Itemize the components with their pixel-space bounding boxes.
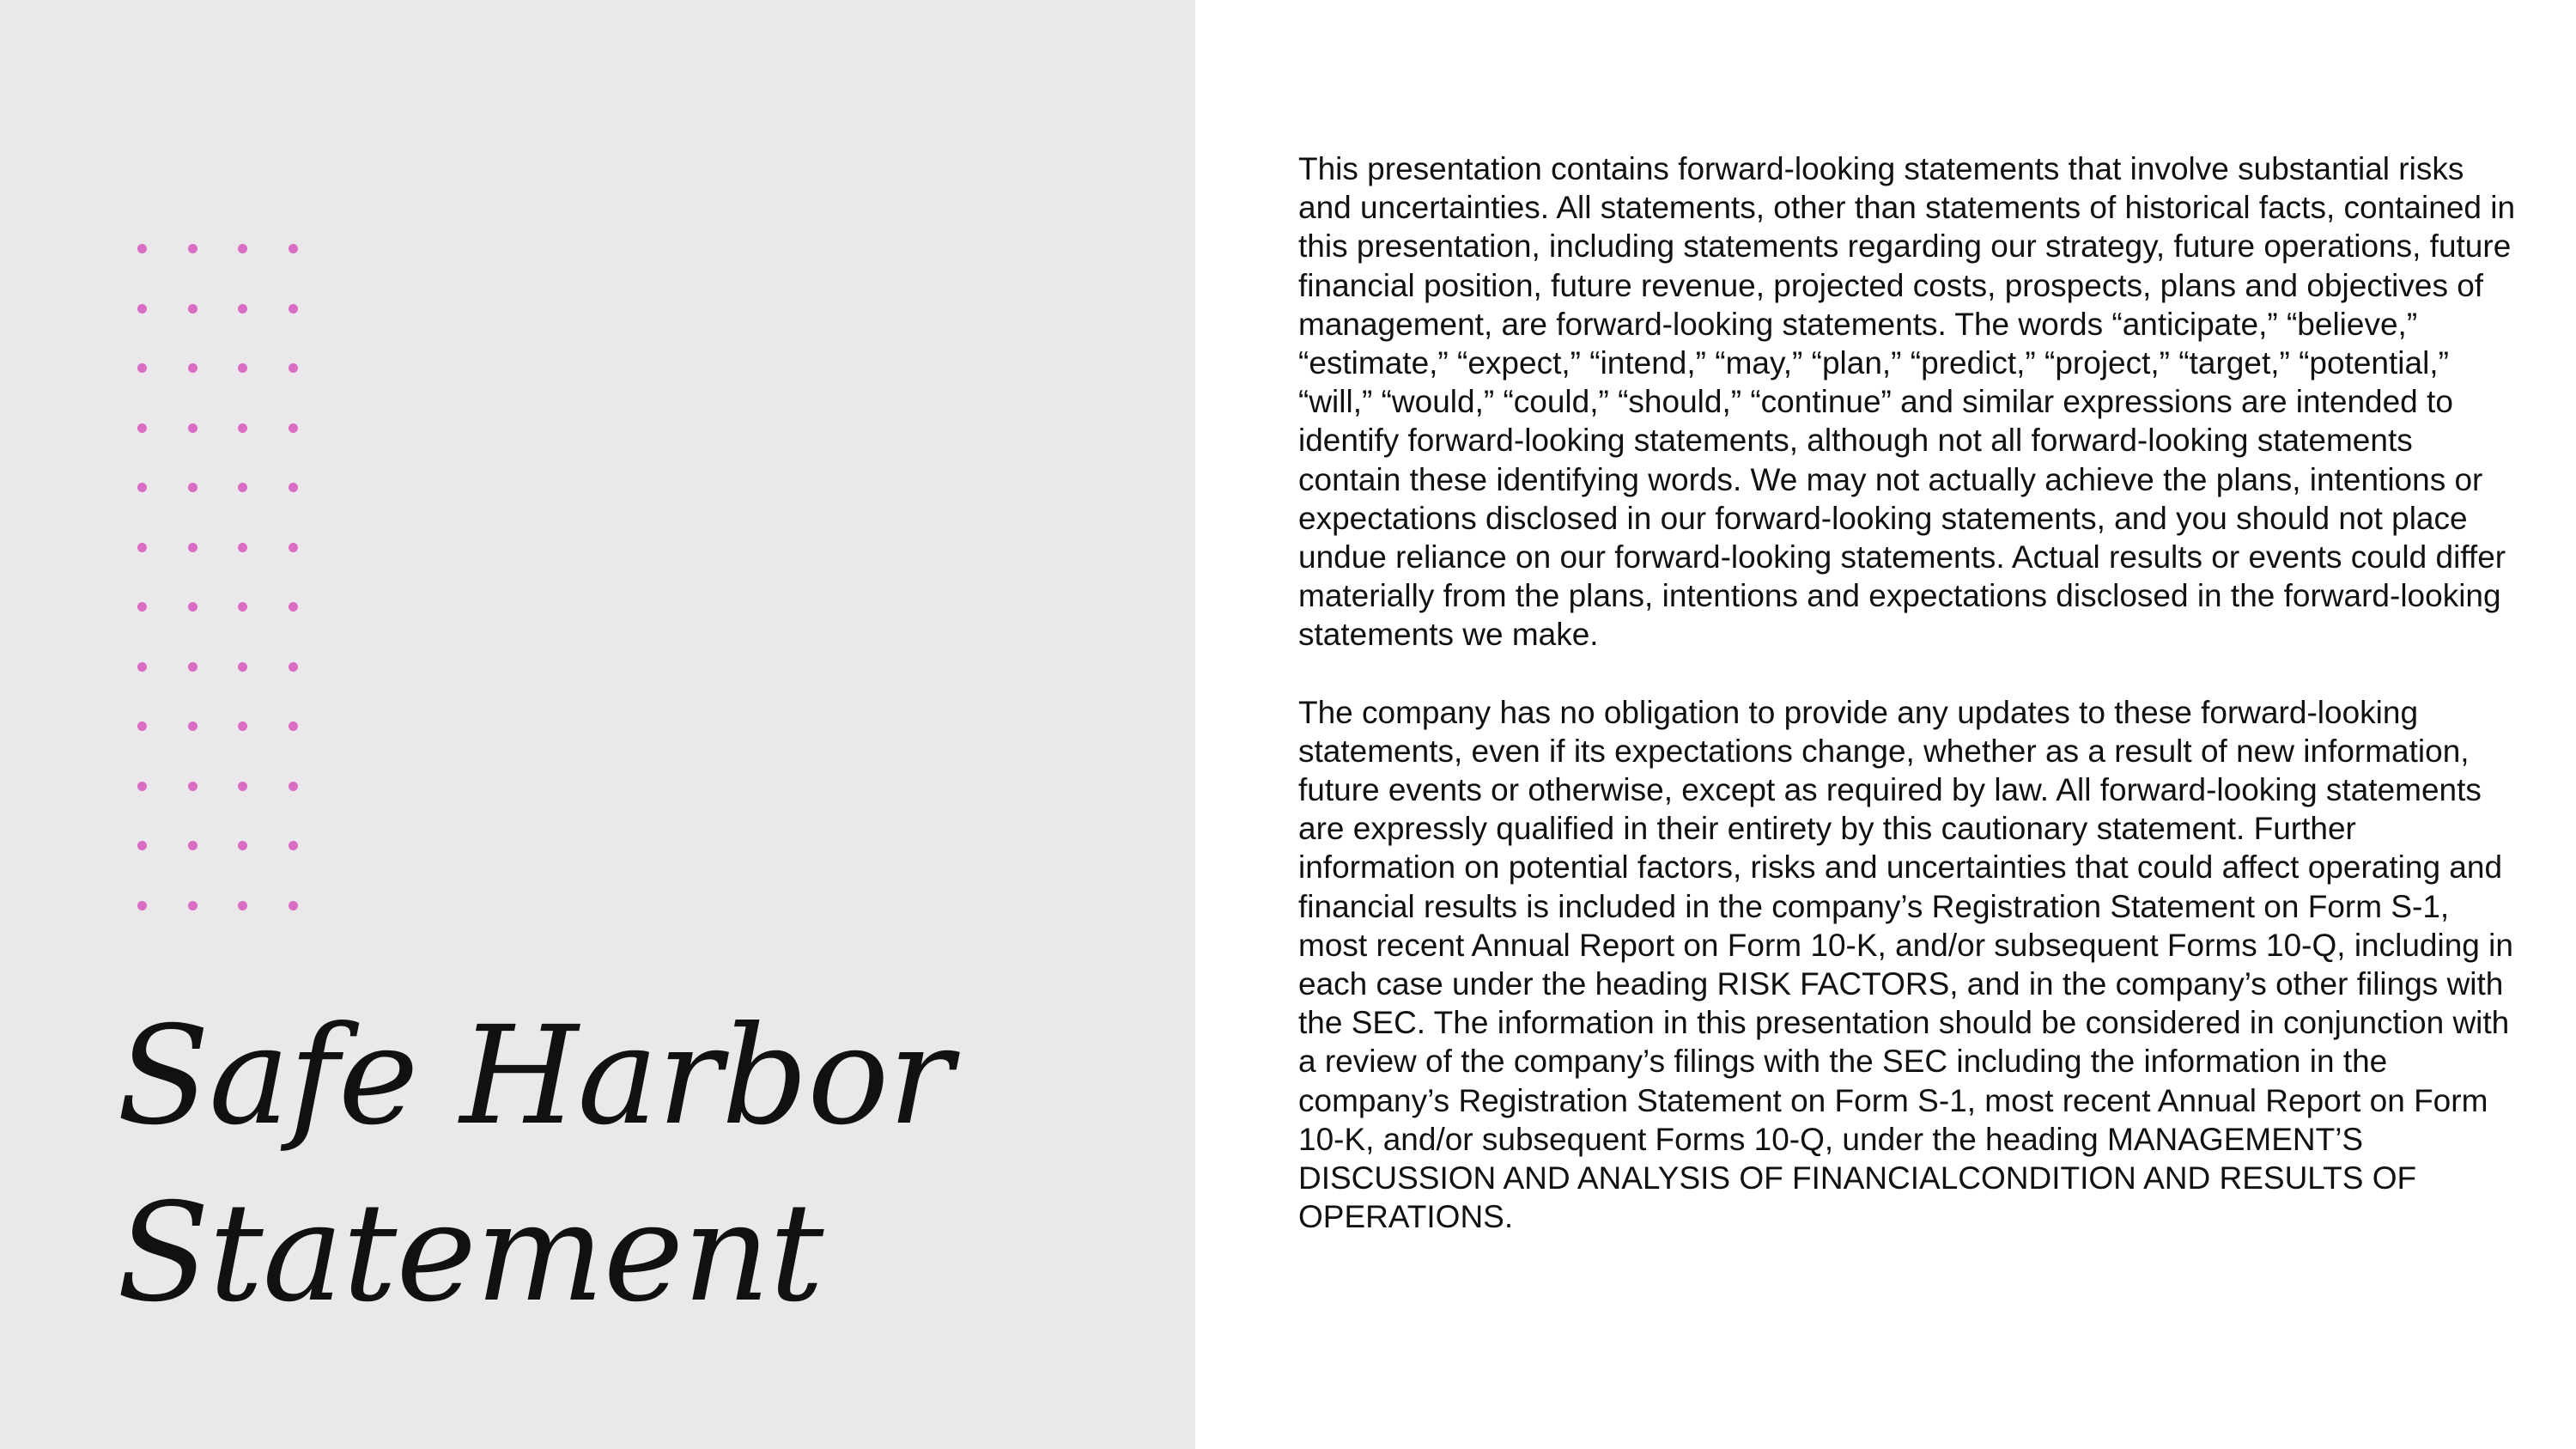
decorative-dot bbox=[137, 483, 147, 492]
decorative-dot bbox=[137, 602, 147, 612]
decorative-dot bbox=[188, 363, 197, 373]
left-panel bbox=[0, 0, 1195, 1449]
decorative-dot bbox=[289, 304, 298, 314]
decorative-dot bbox=[289, 423, 298, 433]
disclaimer-body bbox=[1298, 149, 2518, 1275]
decorative-dot bbox=[188, 721, 197, 731]
decorative-dot bbox=[137, 662, 147, 672]
decorative-dot bbox=[137, 543, 147, 552]
decorative-dot bbox=[238, 782, 247, 791]
decorative-dot bbox=[238, 721, 247, 731]
decorative-dot bbox=[188, 602, 197, 612]
disclaimer-paragraph-2: The company has no obligation to provide any updates to these forward-looking statements, even if its expectations change, whether as a result of new information, future events or otherwise, except as required by law. All forward-looking statements are expressly qualified in their entirety by this cautionary statement. Further information on potential factors, risks and uncertainties that could affect operating and financial results is included in the company’s Registration Statement on Form S-1, most recent Annual Report on Form 10-K, and/or subsequent Forms 10-Q, including in each case under the heading RISK FACTORS, and in the company’s other filings with the SEC. The information in this presentation should be considered in conjunction with a review of the company’s filings with the SEC including the information in the company’s Registration Statement on Form S-1, most recent Annual Report on Form 10-K, and/or subsequent Forms 10-Q, under the heading MANAGEMENT’S DISCUSSION AND ANALYSIS OF FINANCIALCONDITION AND RESULTS OF OPERATIONS. bbox=[1298, 694, 2513, 1235]
decorative-dot bbox=[188, 304, 197, 314]
disclaimer-paragraph-1: This presentation contains forward-looking statements that involve substantial risks and uncertainties. All statements, other than statements of historical facts, contained in this presentation, including statements regarding our strategy, future operations, future financial position, future revenue, projected costs, prospects, plans and objectives of management, are forward-looking statements. The words “anticipate,” “believe,” “estimate,” “expect,” “intend,” “may,” “plan,” “predict,” “project,” “target,” “potential,” “will,” “would,” “could,” “should,” “continue” and similar expressions are intended to identify forward-looking statements, although not all forward-looking statements contain these identifying words. We may not actually achieve the plans, intentions or expectations disclosed in our forward-looking statements, and you should not place undue reliance on our forward-looking statements. Actual results or events could differ materially from the plans, intentions and expectations disclosed in the forward-looking statements we make. bbox=[1298, 151, 2516, 653]
decorative-dot bbox=[238, 662, 247, 672]
decorative-dot bbox=[188, 782, 197, 791]
decorative-dot bbox=[289, 721, 298, 731]
decorative-dot bbox=[188, 483, 197, 492]
decorative-dot bbox=[137, 841, 147, 850]
decorative-dot bbox=[188, 543, 197, 552]
decorative-dot bbox=[238, 304, 247, 314]
decorative-dot bbox=[137, 782, 147, 791]
dot-grid-decoration bbox=[137, 244, 309, 914]
decorative-dot bbox=[289, 782, 298, 791]
title-line-1: Safe Harbor bbox=[117, 997, 952, 1155]
decorative-dot bbox=[289, 662, 298, 672]
decorative-dot bbox=[137, 244, 147, 253]
decorative-dot bbox=[289, 901, 298, 910]
decorative-dot bbox=[238, 244, 247, 253]
decorative-dot bbox=[137, 901, 147, 910]
decorative-dot bbox=[289, 363, 298, 373]
decorative-dot bbox=[188, 901, 197, 910]
decorative-dot bbox=[188, 244, 197, 253]
decorative-dot bbox=[238, 483, 247, 492]
decorative-dot bbox=[289, 483, 298, 492]
title-line-2: Statement bbox=[117, 1174, 823, 1332]
decorative-dot bbox=[137, 363, 147, 373]
decorative-dot bbox=[238, 423, 247, 433]
decorative-dot bbox=[238, 543, 247, 552]
slide-title bbox=[117, 988, 952, 1342]
decorative-dot bbox=[137, 304, 147, 314]
decorative-dot bbox=[238, 363, 247, 373]
decorative-dot bbox=[238, 602, 247, 612]
decorative-dot bbox=[238, 901, 247, 910]
decorative-dot bbox=[289, 841, 298, 850]
decorative-dot bbox=[289, 602, 298, 612]
decorative-dot bbox=[137, 423, 147, 433]
decorative-dot bbox=[188, 662, 197, 672]
decorative-dot bbox=[238, 841, 247, 850]
decorative-dot bbox=[137, 721, 147, 731]
decorative-dot bbox=[188, 841, 197, 850]
decorative-dot bbox=[289, 543, 298, 552]
decorative-dot bbox=[289, 244, 298, 253]
decorative-dot bbox=[188, 423, 197, 433]
